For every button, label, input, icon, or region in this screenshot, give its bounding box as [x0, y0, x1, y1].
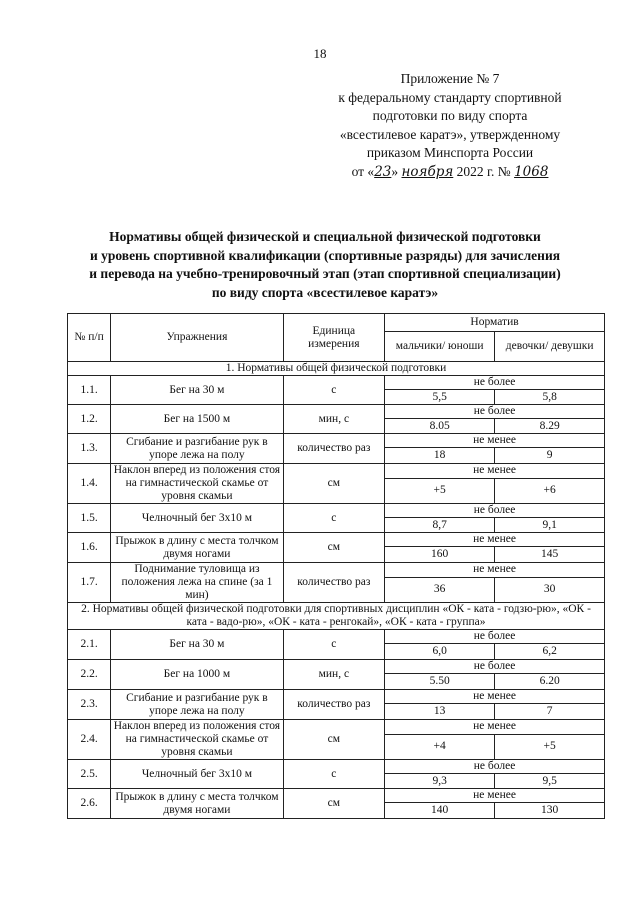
exercise-name: Бег на 1000 м [111, 660, 283, 690]
value-boys: 13 [385, 704, 495, 720]
value-girls: 6.20 [495, 674, 605, 690]
unit: количество раз [283, 690, 384, 720]
title-line: по виду спорта «всестилевое каратэ» [211, 284, 439, 300]
row-number: 1.3. [68, 434, 111, 464]
appendix-line: «всестилевое каратэ», утвержденному [339, 126, 561, 142]
table-row [68, 630, 605, 644]
unit: см [283, 720, 384, 760]
norm-condition: не менее [385, 464, 605, 479]
exercise-name: Челночный бег 3х10 м [111, 504, 283, 533]
unit: с [283, 630, 384, 660]
value-boys: 5.50 [385, 674, 495, 690]
norm-condition: не менее [385, 434, 605, 448]
norm-condition: не менее [385, 690, 605, 704]
value-girls: 9,1 [495, 518, 605, 533]
value-girls: +5 [495, 734, 605, 759]
table-row [68, 660, 605, 674]
unit: мин, с [283, 405, 384, 434]
table-row [68, 376, 605, 390]
table-row [68, 789, 605, 803]
value-girls: 9 [495, 448, 605, 464]
header-unit: Единица измерения [283, 314, 384, 362]
section-row [68, 362, 605, 376]
table-row [68, 464, 605, 479]
exercise-name: Бег на 30 м [111, 630, 283, 660]
row-number: 1.2. [68, 405, 111, 434]
exercise-name: Сгибание и разгибание рук в упоре лежа на полу [111, 434, 283, 464]
value-boys: 6,0 [385, 644, 495, 660]
norm-condition: не менее [385, 563, 605, 578]
unit: количество раз [283, 563, 384, 603]
row-number: 1.1. [68, 376, 111, 405]
row-number: 1.5. [68, 504, 111, 533]
row-number: 2.3. [68, 690, 111, 720]
title-line: и уровень спортивной квалификации (спортивные разряды) для зачисления [89, 247, 561, 263]
header-boys: мальчики/ юноши [385, 332, 495, 362]
header-exercise: Упражнения [111, 314, 283, 362]
exercise-name: Бег на 30 м [111, 376, 283, 405]
date-day: 23 [374, 163, 392, 180]
value-boys: +5 [385, 478, 495, 503]
value-girls: 30 [495, 577, 605, 602]
unit: см [283, 533, 384, 563]
norm-condition: не менее [385, 533, 605, 547]
value-girls: 7 [495, 704, 605, 720]
appendix-line: приказом Минспорта России [366, 145, 534, 160]
exercise-name: Сгибание и разгибание рук в упоре лежа на полу [111, 690, 283, 720]
unit: с [283, 760, 384, 789]
value-boys: 8,7 [385, 518, 495, 533]
value-boys: 140 [385, 803, 495, 819]
value-boys: 5,5 [385, 390, 495, 405]
date-mid: » [391, 163, 402, 179]
exercise-name: Наклон вперед из положения стоя на гимнастической скамье от уровня скамьи [111, 464, 283, 504]
order-date-line [300, 163, 600, 182]
row-number: 2.2. [68, 660, 111, 690]
appendix-line: Приложение № 7 [400, 71, 500, 86]
header-norm: Норматив [385, 314, 605, 332]
date-month: ноября [401, 163, 454, 180]
table-row [68, 533, 605, 547]
exercise-name: Челночный бег 3х10 м [111, 760, 283, 789]
section-title: 1. Нормативы общей физической подготовки [68, 362, 605, 376]
row-number: 2.1. [68, 630, 111, 660]
norm-condition: не менее [385, 720, 605, 735]
value-boys: 36 [385, 577, 495, 602]
norm-condition: не более [385, 630, 605, 644]
norm-condition: не более [385, 760, 605, 774]
date-year: 2022 г. № [453, 163, 515, 179]
row-number: 1.7. [68, 563, 111, 603]
table-row [68, 434, 605, 448]
exercise-name: Поднимание туловища из положения лежа на спине (за 1 мин) [111, 563, 283, 603]
value-boys: 8.05 [385, 419, 495, 434]
exercise-name: Прыжок в длину с места толчком двумя ногами [111, 789, 283, 819]
table-row [68, 690, 605, 704]
table-row [68, 405, 605, 419]
value-boys: 18 [385, 448, 495, 464]
exercise-name: Наклон вперед из положения стоя на гимнастической скамье от уровня скамьи [111, 720, 283, 760]
date-prefix: от « [351, 163, 375, 179]
norm-condition: не более [385, 405, 605, 419]
value-girls: 5,8 [495, 390, 605, 405]
page-number: 18 [313, 46, 327, 61]
row-number: 1.6. [68, 533, 111, 563]
norm-condition: не более [385, 504, 605, 518]
value-boys: 9,3 [385, 774, 495, 789]
row-number: 2.4. [68, 720, 111, 760]
unit: с [283, 504, 384, 533]
value-boys: +4 [385, 734, 495, 759]
appendix-line: подготовки по виду спорта [372, 108, 528, 123]
document-title [60, 228, 590, 302]
value-girls: 9,5 [495, 774, 605, 789]
unit: мин, с [283, 660, 384, 690]
exercise-name: Прыжок в длину с места толчком двумя ногами [111, 533, 283, 563]
value-boys: 160 [385, 547, 495, 563]
unit: количество раз [283, 434, 384, 464]
table-header-row [68, 314, 605, 332]
order-number: 1068 [514, 163, 549, 180]
table-row [68, 504, 605, 518]
title-line: и перевода на учебно-тренировочный этап (этап спортивной специализации) [89, 266, 561, 281]
title-line: Нормативы общей физической и специальной физической подготовки [109, 229, 541, 244]
exercise-name: Бег на 1500 м [111, 405, 283, 434]
header-num: № п/п [68, 314, 111, 362]
table-row [68, 760, 605, 774]
row-number: 2.6. [68, 789, 111, 819]
norm-condition: не более [385, 376, 605, 390]
norm-condition: не менее [385, 789, 605, 803]
table-row [68, 720, 605, 735]
norm-condition: не более [385, 660, 605, 674]
value-girls: 130 [495, 803, 605, 819]
unit: см [283, 789, 384, 819]
unit: с [283, 376, 384, 405]
value-girls: 8.29 [495, 419, 605, 434]
section-row [68, 603, 605, 630]
row-number: 2.5. [68, 760, 111, 789]
unit: см [283, 464, 384, 504]
row-number: 1.4. [68, 464, 111, 504]
value-girls: 6,2 [495, 644, 605, 660]
value-girls: +6 [495, 478, 605, 503]
appendix-block [300, 70, 600, 181]
header-girls: девочки/ девушки [495, 332, 605, 362]
value-girls: 145 [495, 547, 605, 563]
norms-table [67, 313, 605, 819]
table-row [68, 563, 605, 578]
appendix-line: к федеральному стандарту спортивной [338, 89, 562, 105]
section-title: 2. Нормативы общей физической подготовки для спортивных дисциплин «ОК - ката - годзю-рю», «ОК - ката - вадо-рю», «ОК - ката - ренгокай», «ОК - ката - группа» [68, 603, 605, 630]
